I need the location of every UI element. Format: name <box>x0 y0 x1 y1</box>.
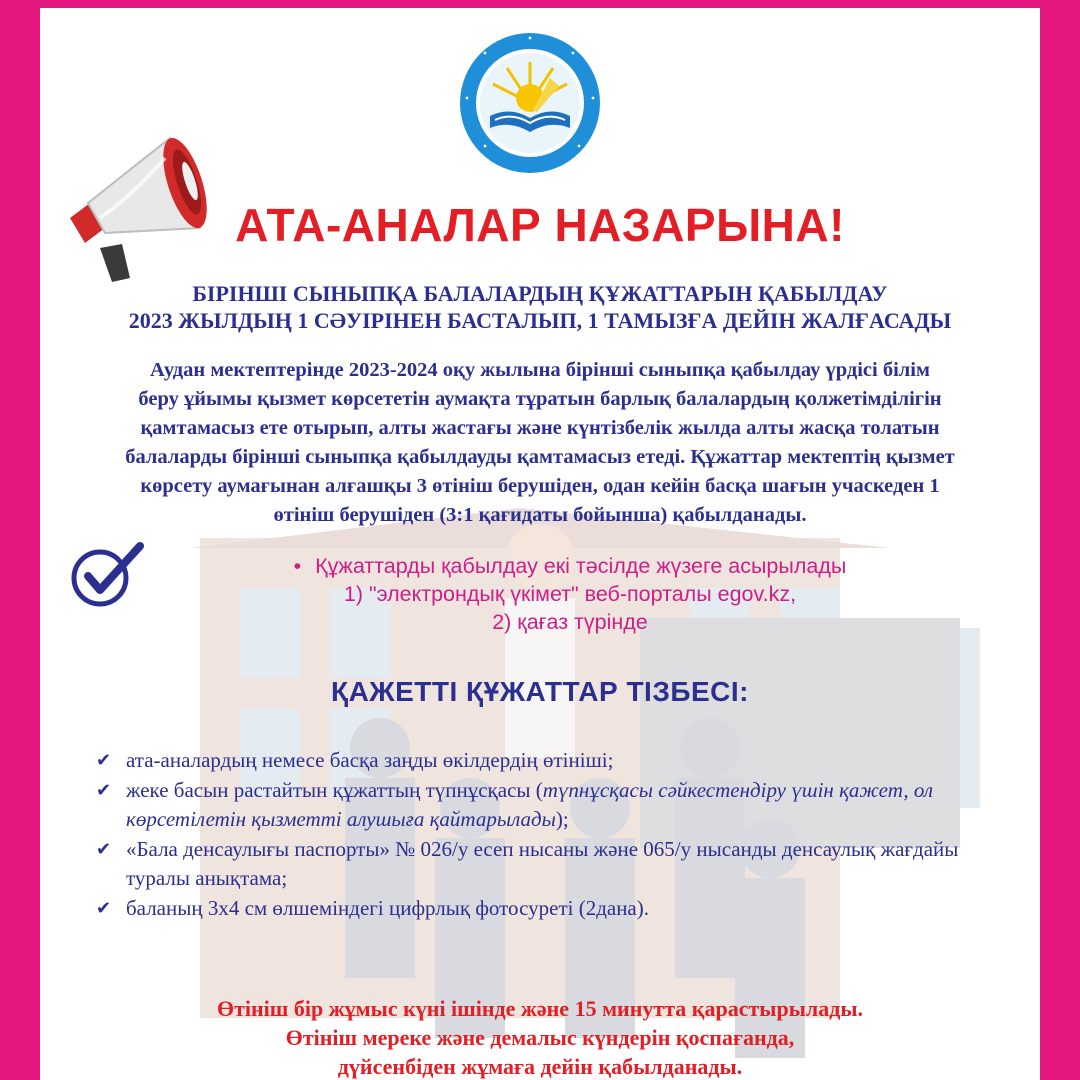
emblem-logo <box>455 28 605 178</box>
list-item-main: жеке басын растайтын құжаттың түпнұсқасы ( <box>126 777 543 802</box>
checkmark-icon: ✔ <box>96 750 112 771</box>
footer-notice <box>40 994 1040 1080</box>
methods-heading: Құжаттарды қабылдау екі тәсілде жүзеге асырылады <box>315 554 847 578</box>
page-title: АТА-АНАЛАР НАЗАРЫНА! <box>235 199 845 251</box>
checkmark-icon: ✔ <box>96 779 112 801</box>
subtitle <box>60 280 1020 334</box>
poster <box>40 8 1040 1080</box>
paragraph-line: балаларды бірінші сыныпқа қабылдауды қамтамасыз етеді. Құжаттар мектептің қызмет <box>125 446 955 468</box>
paragraph-line: қамтамасыз ете отырып, алты жастағы және күнтізбелік жылда алты жасқа толатын <box>140 417 940 439</box>
footer-line: Өтініш мереке және демалыс күндерін қоспағанда, <box>285 1025 795 1050</box>
submission-methods <box>140 552 1000 636</box>
list-item-text: «Бала денсаулығы паспорты» № 026/у есеп нысаны және 065/у нысанды денсаулық жағдайы туралы анықтама; <box>126 836 959 890</box>
paragraph-line: көрсету аумағынан алғашқы 3 өтініш берушіден, одан кейін басқа шағын учаскеден 1 <box>140 475 940 497</box>
checkmark-circle-icon <box>68 540 148 610</box>
documents-list-title: ҚАЖЕТТІ ҚҰЖАТТАР ТІЗБЕСІ: <box>330 676 750 707</box>
list-item-text: ата-аналардың немесе басқа заңды өкілдердің өтініші; <box>126 748 614 772</box>
footer-line: Өтініш бір жұмыс күні ішінде және 15 минутта қарастырылады. <box>216 996 864 1021</box>
intro-paragraph <box>52 356 1028 530</box>
bullet-dot: • <box>293 554 302 578</box>
method-item: 1) "электрондық үкімет" веб-порталы egov.kz, <box>343 582 797 606</box>
footer-line: дүйсенбіден жұмаға дейін қабылданады. <box>337 1054 743 1079</box>
paragraph-line: Аудан мектептерінде 2023-2024 оқу жылына бірінші сыныпқа қабылдау үрдісі білім <box>150 359 930 381</box>
list-item-end: ); <box>555 807 569 831</box>
paragraph-line: беру ұйымы қызмет көрсететін аумақта тұратын барлық балалардың қолжетімділігін <box>138 388 942 410</box>
pink-frame-left <box>0 0 40 1080</box>
method-item: 2) қағаз түрінде <box>492 610 648 634</box>
documents-list <box>96 746 1016 923</box>
paragraph-line: өтініш берушіден (3:1 қағидаты бойынша) қабылданады. <box>273 504 807 526</box>
subtitle-line: 2023 ЖЫЛДЫҢ 1 СӘУІРІНЕН БАСТАЛЫП, 1 ТАМЫЗҒА ДЕЙІН ЖАЛҒАСАДЫ <box>128 308 952 333</box>
pink-frame-top <box>0 0 1080 8</box>
list-item <box>96 894 1016 924</box>
list-item <box>96 776 1016 835</box>
pink-frame-right <box>1040 0 1080 1080</box>
list-item <box>96 835 1016 894</box>
checkmark-icon: ✔ <box>96 838 112 860</box>
list-item-text <box>126 776 1016 835</box>
list-item <box>96 746 1016 776</box>
list-item-text: баланың 3х4 см өлшеміндегі цифрлық фотосуреті (2дана). <box>126 895 650 920</box>
checkmark-icon: ✔ <box>96 897 112 919</box>
list-item-note: түпнұсқасы сәйкестендіру үшін қажет, ол көрсетілетін қызметті алушыға қайтарылады <box>126 777 934 831</box>
subtitle-line: БІРІНШІ СЫНЫПҚА БАЛАЛАРДЫҢ ҚҰЖАТТАРЫН ҚАБЫЛДАУ <box>192 281 888 306</box>
